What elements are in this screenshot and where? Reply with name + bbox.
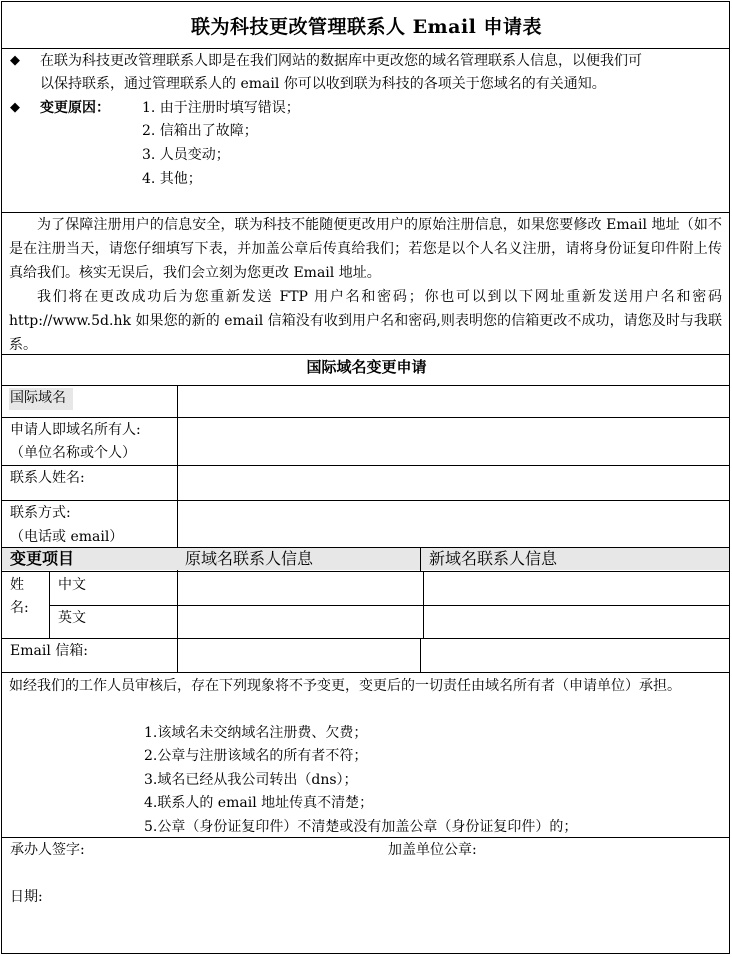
form-frame bbox=[1, 1, 730, 954]
chinese-name-label: 中文 bbox=[58, 577, 86, 593]
intro-line-1: 在联为科技更改管理联系人即是在我们网站的数据库中更改您的域名管理联系人信息，以便我们可 bbox=[40, 53, 642, 69]
section-title: 国际域名变更申请 bbox=[306, 358, 427, 376]
notice-paragraph-1: 为了保障注册用户的信息安全，联为科技不能随便更改用户的原始注册信息，如果您要修改 Email 地址（如不是在注册当天，请您仔细填写下表，并加盖公章后传真给我们；若您是以个人名义注册，请将身份证复印件附上传真给我们。核实无误后，我们会立刻为您更改 Email 地址。 bbox=[9, 217, 722, 281]
terms-item: 1.该域名未交纳域名注册费、欠费； bbox=[144, 725, 368, 741]
name-label: 名: bbox=[10, 600, 29, 616]
page-title: 联为科技更改管理联系人 Email 申请表 bbox=[190, 16, 543, 38]
contact-method-input[interactable] bbox=[178, 501, 729, 547]
contact-name-input[interactable] bbox=[178, 466, 729, 500]
reason-item: 1. 由于注册时填写错误； bbox=[142, 100, 300, 116]
change-header-background bbox=[2, 548, 729, 570]
divider bbox=[2, 672, 729, 673]
reason-label: 变更原因： bbox=[40, 100, 110, 116]
terms-item: 2.公章与注册该域名的所有者不符； bbox=[144, 748, 368, 764]
handler-signature-label: 承办人签字: bbox=[10, 842, 85, 858]
name-label: 姓 bbox=[10, 577, 24, 593]
english-name-label: 英文 bbox=[58, 610, 86, 626]
domain-input[interactable] bbox=[178, 386, 729, 417]
old-chinese-name-input[interactable] bbox=[178, 572, 422, 605]
change-header-old: 原域名联系人信息 bbox=[185, 549, 314, 568]
bullet-diamond-icon: ◆ bbox=[10, 53, 20, 68]
old-email-input[interactable] bbox=[178, 639, 419, 672]
company-seal-label: 加盖单位公章: bbox=[388, 842, 477, 858]
new-email-input[interactable] bbox=[421, 639, 729, 672]
column-divider bbox=[420, 547, 421, 571]
divider bbox=[2, 837, 729, 838]
terms-item: 5.公章（身份证复印件）不清楚或没有加盖公章（身份证复印件）的； bbox=[144, 819, 578, 835]
change-header-new: 新域名联系人信息 bbox=[429, 549, 558, 568]
terms-item: 4.联系人的 email 地址传真不清楚； bbox=[144, 795, 374, 811]
reason-item: 2. 信箱出了故障； bbox=[142, 123, 258, 139]
terms-intro: 如经我们的工作人员审核后，存在下列现象将不予变更，变更后的一切责任由域名所有者（申请单位）承担。 bbox=[9, 678, 681, 694]
notice-paragraph-2: 我们将在更改成功后为您重新发送 FTP 用户名和密码；你也可以到以下网址重新发送用户名和密码 http://www.5d.hk 如果您的新的 email 信箱没有收到用户名和密码,则表明您的信箱更改不成功，请您及时与我联系。 bbox=[9, 289, 722, 353]
contact-name-label: 联系人姓名: bbox=[10, 470, 85, 486]
reason-item: 3. 人员变动； bbox=[142, 147, 230, 163]
intro-line-2: 以保持联系，通过管理联系人的 email 你可以收到联为科技的各项关于您域名的有关通知。 bbox=[40, 76, 606, 92]
reason-item: 4. 其他； bbox=[142, 171, 202, 187]
applicant-label: 申请人即域名所有人: bbox=[10, 422, 141, 438]
contact-method-label-note: （电话或 email） bbox=[10, 529, 124, 545]
domain-label: 国际域名 bbox=[10, 390, 66, 406]
change-header-item: 变更项目 bbox=[10, 549, 75, 568]
divider bbox=[2, 48, 729, 49]
email-label: Email 信箱: bbox=[10, 643, 88, 659]
bullet-diamond-icon: ◆ bbox=[10, 100, 20, 115]
divider bbox=[2, 354, 729, 355]
old-english-name-input[interactable] bbox=[178, 606, 422, 638]
contact-method-label: 联系方式: bbox=[10, 505, 71, 521]
applicant-label-note: （单位名称或个人） bbox=[10, 445, 136, 461]
applicant-input[interactable] bbox=[178, 418, 729, 465]
new-english-name-input[interactable] bbox=[424, 606, 729, 638]
date-label: 日期: bbox=[10, 889, 43, 905]
new-chinese-name-input[interactable] bbox=[424, 572, 729, 605]
terms-item: 3.域名已经从我公司转出（dns）； bbox=[144, 772, 358, 788]
